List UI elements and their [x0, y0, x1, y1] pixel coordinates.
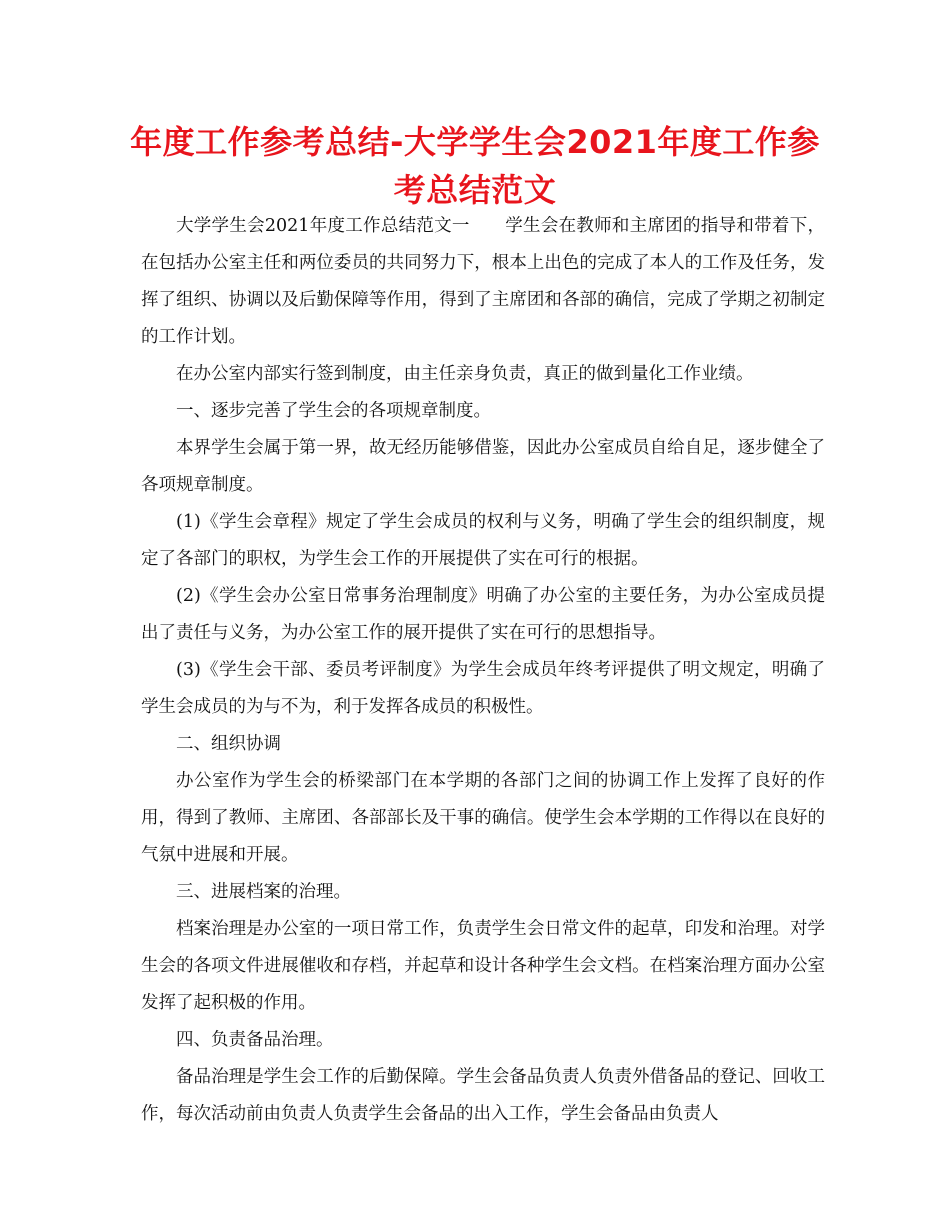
document-title: 年度工作参考总结-大学学生会2021年度工作参考总结范文	[130, 123, 820, 209]
document-body	[141, 208, 825, 1133]
section-heading: 四、负责备品治理。	[176, 1030, 334, 1050]
paragraph: 档案治理是办公室的一项日常工作，负责学生会日常文件的起草，印发和治理。对学生会的各项文件进展催收和存档，并起草和设计各种学生会文档。在档案治理方面办公室发挥了起积极的作用。	[141, 919, 825, 1013]
list-item: (3)《学生会干部、委员考评制度》为学生会成员年终考评提供了明文规定，明确了学生会成员的为与不为，利于发挥各成员的积极性。	[141, 660, 825, 717]
section-heading: 三、进展档案的治理。	[176, 882, 351, 902]
section-heading: 一、逐步完善了学生会的各项规章制度。	[176, 401, 491, 421]
paragraph: 大学学生会2021年度工作总结范文一 学生会在教师和主席团的指导和带着下，在包括办公室主任和两位委员的共同努力下，根本上出色的完成了本人的工作及任务，发挥了组织、协调以及后勤保障等作用，得到了主席团和各部的确信，完成了学期之初制定的工作计划。	[141, 216, 825, 347]
list-item: (1)《学生会章程》规定了学生会成员的权利与义务，明确了学生会的组织制度，规定了各部门的职权，为学生会工作的开展提供了实在可行的根据。	[141, 512, 825, 569]
paragraph: 备品治理是学生会工作的后勤保障。学生会备品负责人负责外借备品的登记、回收工作，每次活动前由负责人负责学生会备品的出入工作，学生会备品由负责人	[141, 1067, 825, 1124]
paragraph: 本界学生会属于第一界，故无经历能够借鉴，因此办公室成员自给自足，逐步健全了各项规章制度。	[141, 438, 825, 495]
list-item: (2)《学生会办公室日常事务治理制度》明确了办公室的主要任务，为办公室成员提出了责任与义务，为办公室工作的展开提供了实在可行的思想指导。	[141, 586, 825, 643]
section-heading: 二、组织协调	[176, 734, 281, 754]
paragraph: 办公室作为学生会的桥梁部门在本学期的各部门之间的协调工作上发挥了良好的作用，得到了教师、主席团、各部部长及干事的确信。使学生会本学期的工作得以在良好的气氛中进展和开展。	[141, 771, 825, 865]
paragraph: 在办公室内部实行签到制度，由主任亲身负责，真正的做到量化工作业绩。	[176, 364, 754, 384]
